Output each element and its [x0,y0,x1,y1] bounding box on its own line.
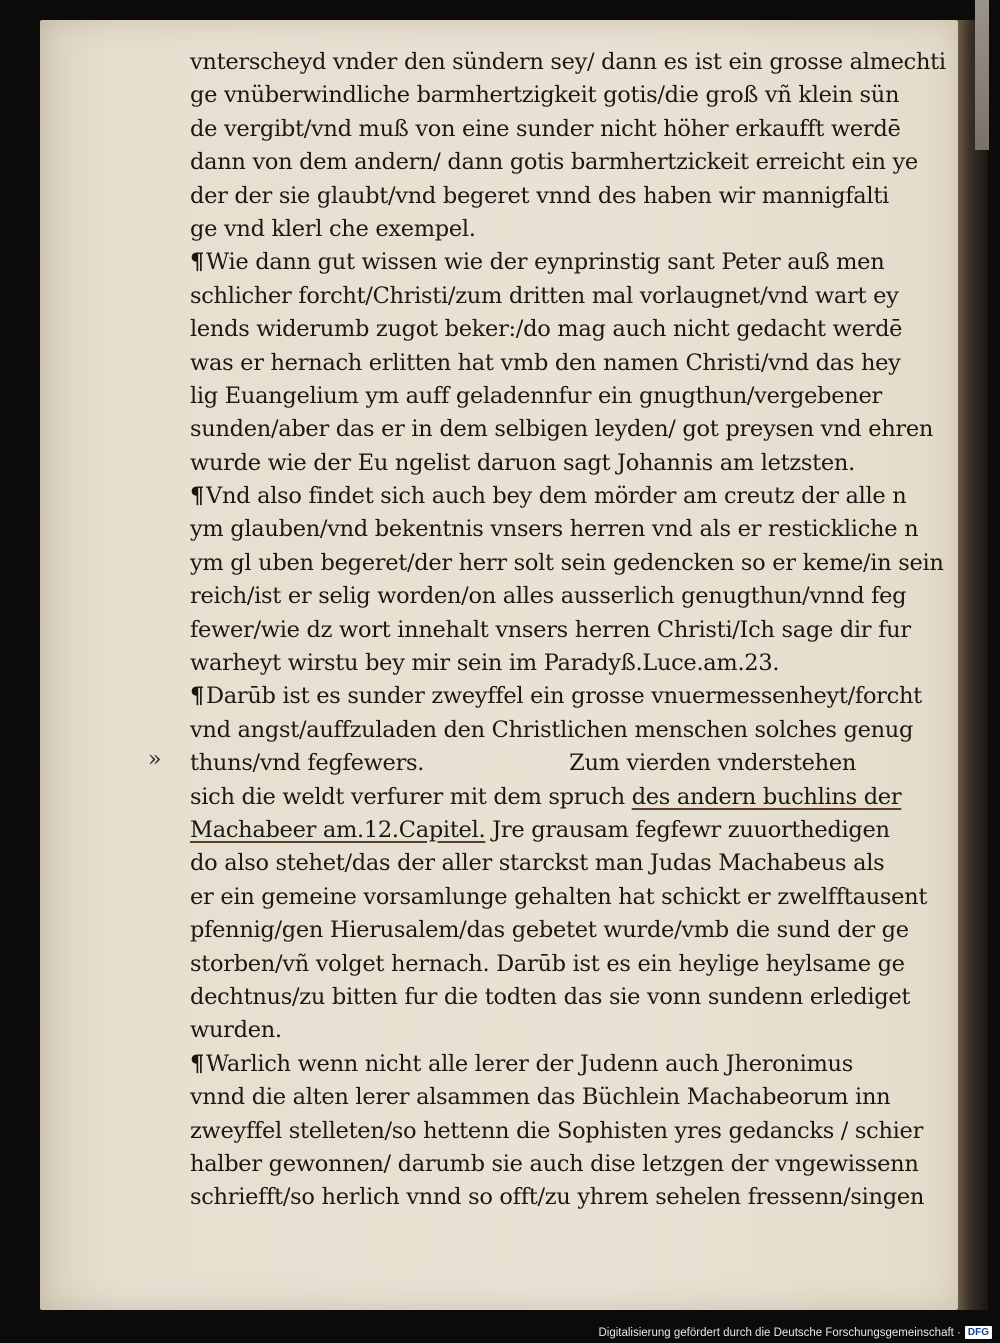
text-line [190,647,960,680]
line-text: storben/vñ volget hernach. Darūb ist es ein heylige heylsame ge [190,950,905,977]
line-text: ge vnd klerl che exempel. [190,215,476,242]
text-line [190,747,960,780]
text-line [190,614,960,647]
text-line [190,79,960,112]
line-text: vnnd die alten lerer alsammen das Büchlein Machabeorum inn [190,1084,891,1111]
text-block [190,46,960,1215]
line-text: Wie dann gut wissen wie der eynprinstig sant Peter auß men [206,249,885,276]
text-line [190,246,960,279]
line-text: lig Euangelium ym auff geladennfur ein gnugthun/vergebener [190,382,882,409]
paragraph-mark: ¶ [190,249,205,276]
text-line [190,847,960,880]
text-line [190,714,960,747]
text-line [190,814,960,847]
line-text: Zum vierden vnderstehen [569,750,857,777]
text-line [190,380,960,413]
dfg-logo: DFG [965,1326,992,1339]
text-line [190,280,960,313]
line-text: schlicher forcht/Christi/zum dritten mal vorlaugnet/vnd wart ey [190,282,899,309]
line-text: ge vnüberwindliche barmhertzigkeit gotis/die groß vñ klein sün [190,82,900,109]
text-line [190,881,960,914]
paragraph-mark: ¶ [190,683,205,710]
text-line [190,680,960,713]
text-line [190,413,960,446]
line-text: schriefft/so herlich vnnd so offt/zu yhrem sehelen fressenn/singen [190,1184,925,1211]
line-text: ym gl uben begeret/der herr solt sein gedencken so er keme/in sein [190,549,944,576]
line-text: der der sie glaubt/vnd begeret vnnd des haben wir mannigfalti [190,182,889,209]
line-text: sunden/aber das er in dem selbigen leyden/ got preysen vnd ehren [190,416,934,443]
text-line [190,213,960,246]
text-line [190,547,960,580]
line-text: Warlich wenn nicht alle lerer der Judenn auch Jheronimus [206,1050,853,1077]
text-line [190,513,960,546]
line-text: vnterscheyd vnder den sündern sey/ dann es ist ein grosse almechti [190,49,946,75]
color-strip [975,0,989,150]
line-text: ym glauben/vnd bekentnis vnsers herren vnd als er restickliche n [190,516,919,543]
text-line [190,347,960,380]
page-edge [958,20,988,1310]
line-text: Jre grausam fegfewr zuuorthedigen [492,816,890,843]
underlined-text: Machabeer am.12.Capitel. [190,816,486,843]
text-line [190,146,960,179]
line-text: dann von dem andern/ dann gotis barmhertzickeit erreicht ein ye [190,149,918,176]
text-line [190,1181,960,1214]
paragraph-mark: ¶ [190,1050,205,1077]
text-line [190,948,960,981]
line-text: zweyffel stelleten/so hettenn die Sophisten yres gedancks / schier [190,1117,924,1144]
text-line [190,580,960,613]
text-line [190,1148,960,1181]
margin-note: » [148,747,162,772]
text-line [190,46,960,79]
line-text: thuns/vnd fegfewers. [190,750,425,777]
text-line [190,180,960,213]
line-text: de vergibt/vnd muß von eine sunder nicht höher erkaufft werdē [190,115,901,142]
line-text: vnd angst/auffzuladen den Christlichen menschen solches genug [190,716,914,743]
line-text: wurde wie der Eu ngelist daruon sagt Johannis am letzsten. [190,449,855,476]
line-text: Darūb ist es sunder zweyffel ein grosse vnuermessenheyt/forcht [206,683,922,710]
footer-text: Digitalisierung gefördert durch die Deutsche Forschungsgemeinschaft · [598,1326,961,1339]
line-text: do also stehet/das der aller starckst man Judas Machabeus als [190,850,885,877]
line-text: sich die weldt verfurer mit dem spruch [190,783,632,810]
text-line [190,1014,960,1047]
paragraph-mark: ¶ [190,483,205,510]
text-line [190,1048,960,1081]
line-text: fewer/wie dz wort innehalt vnsers herren Christi/Ich sage dir fur [190,616,911,643]
underlined-text: des andern buchlins der [631,783,902,810]
text-line [190,981,960,1014]
text-line [190,1081,960,1114]
line-text: pfennig/gen Hierusalem/das gebetet wurde/vmb die sund der ge [190,917,909,944]
text-line [190,914,960,947]
line-text: er ein gemeine vorsamlunge gehalten hat schickt er zwelfftausent [190,883,928,910]
line-text: dechtnus/zu bitten fur die todten das sie vonn sundenn erlediget [190,983,911,1010]
line-text: Vnd also findet sich auch bey dem mörder am creutz der alle n [206,483,907,510]
text-line [190,113,960,146]
line-text: lends widerumb zugot beker:/do mag auch nicht gedacht werdē [190,316,903,343]
line-text: halber gewonnen/ darumb sie auch dise letzgen der vngewissenn [190,1150,919,1177]
text-line [190,447,960,480]
footer [598,1326,992,1339]
line-text: reich/ist er selig worden/on alles ausserlich genugthun/vnnd feg [190,583,907,610]
text-line [190,781,960,814]
text-line [190,480,960,513]
line-text: wurden. [190,1017,282,1044]
line-text: was er hernach erlitten hat vmb den namen Christi/vnd das hey [190,349,901,376]
text-line [190,313,960,346]
text-line [190,1115,960,1148]
line-text: warheyt wirstu bey mir sein im Paradyß.Luce.am.23. [190,650,780,677]
